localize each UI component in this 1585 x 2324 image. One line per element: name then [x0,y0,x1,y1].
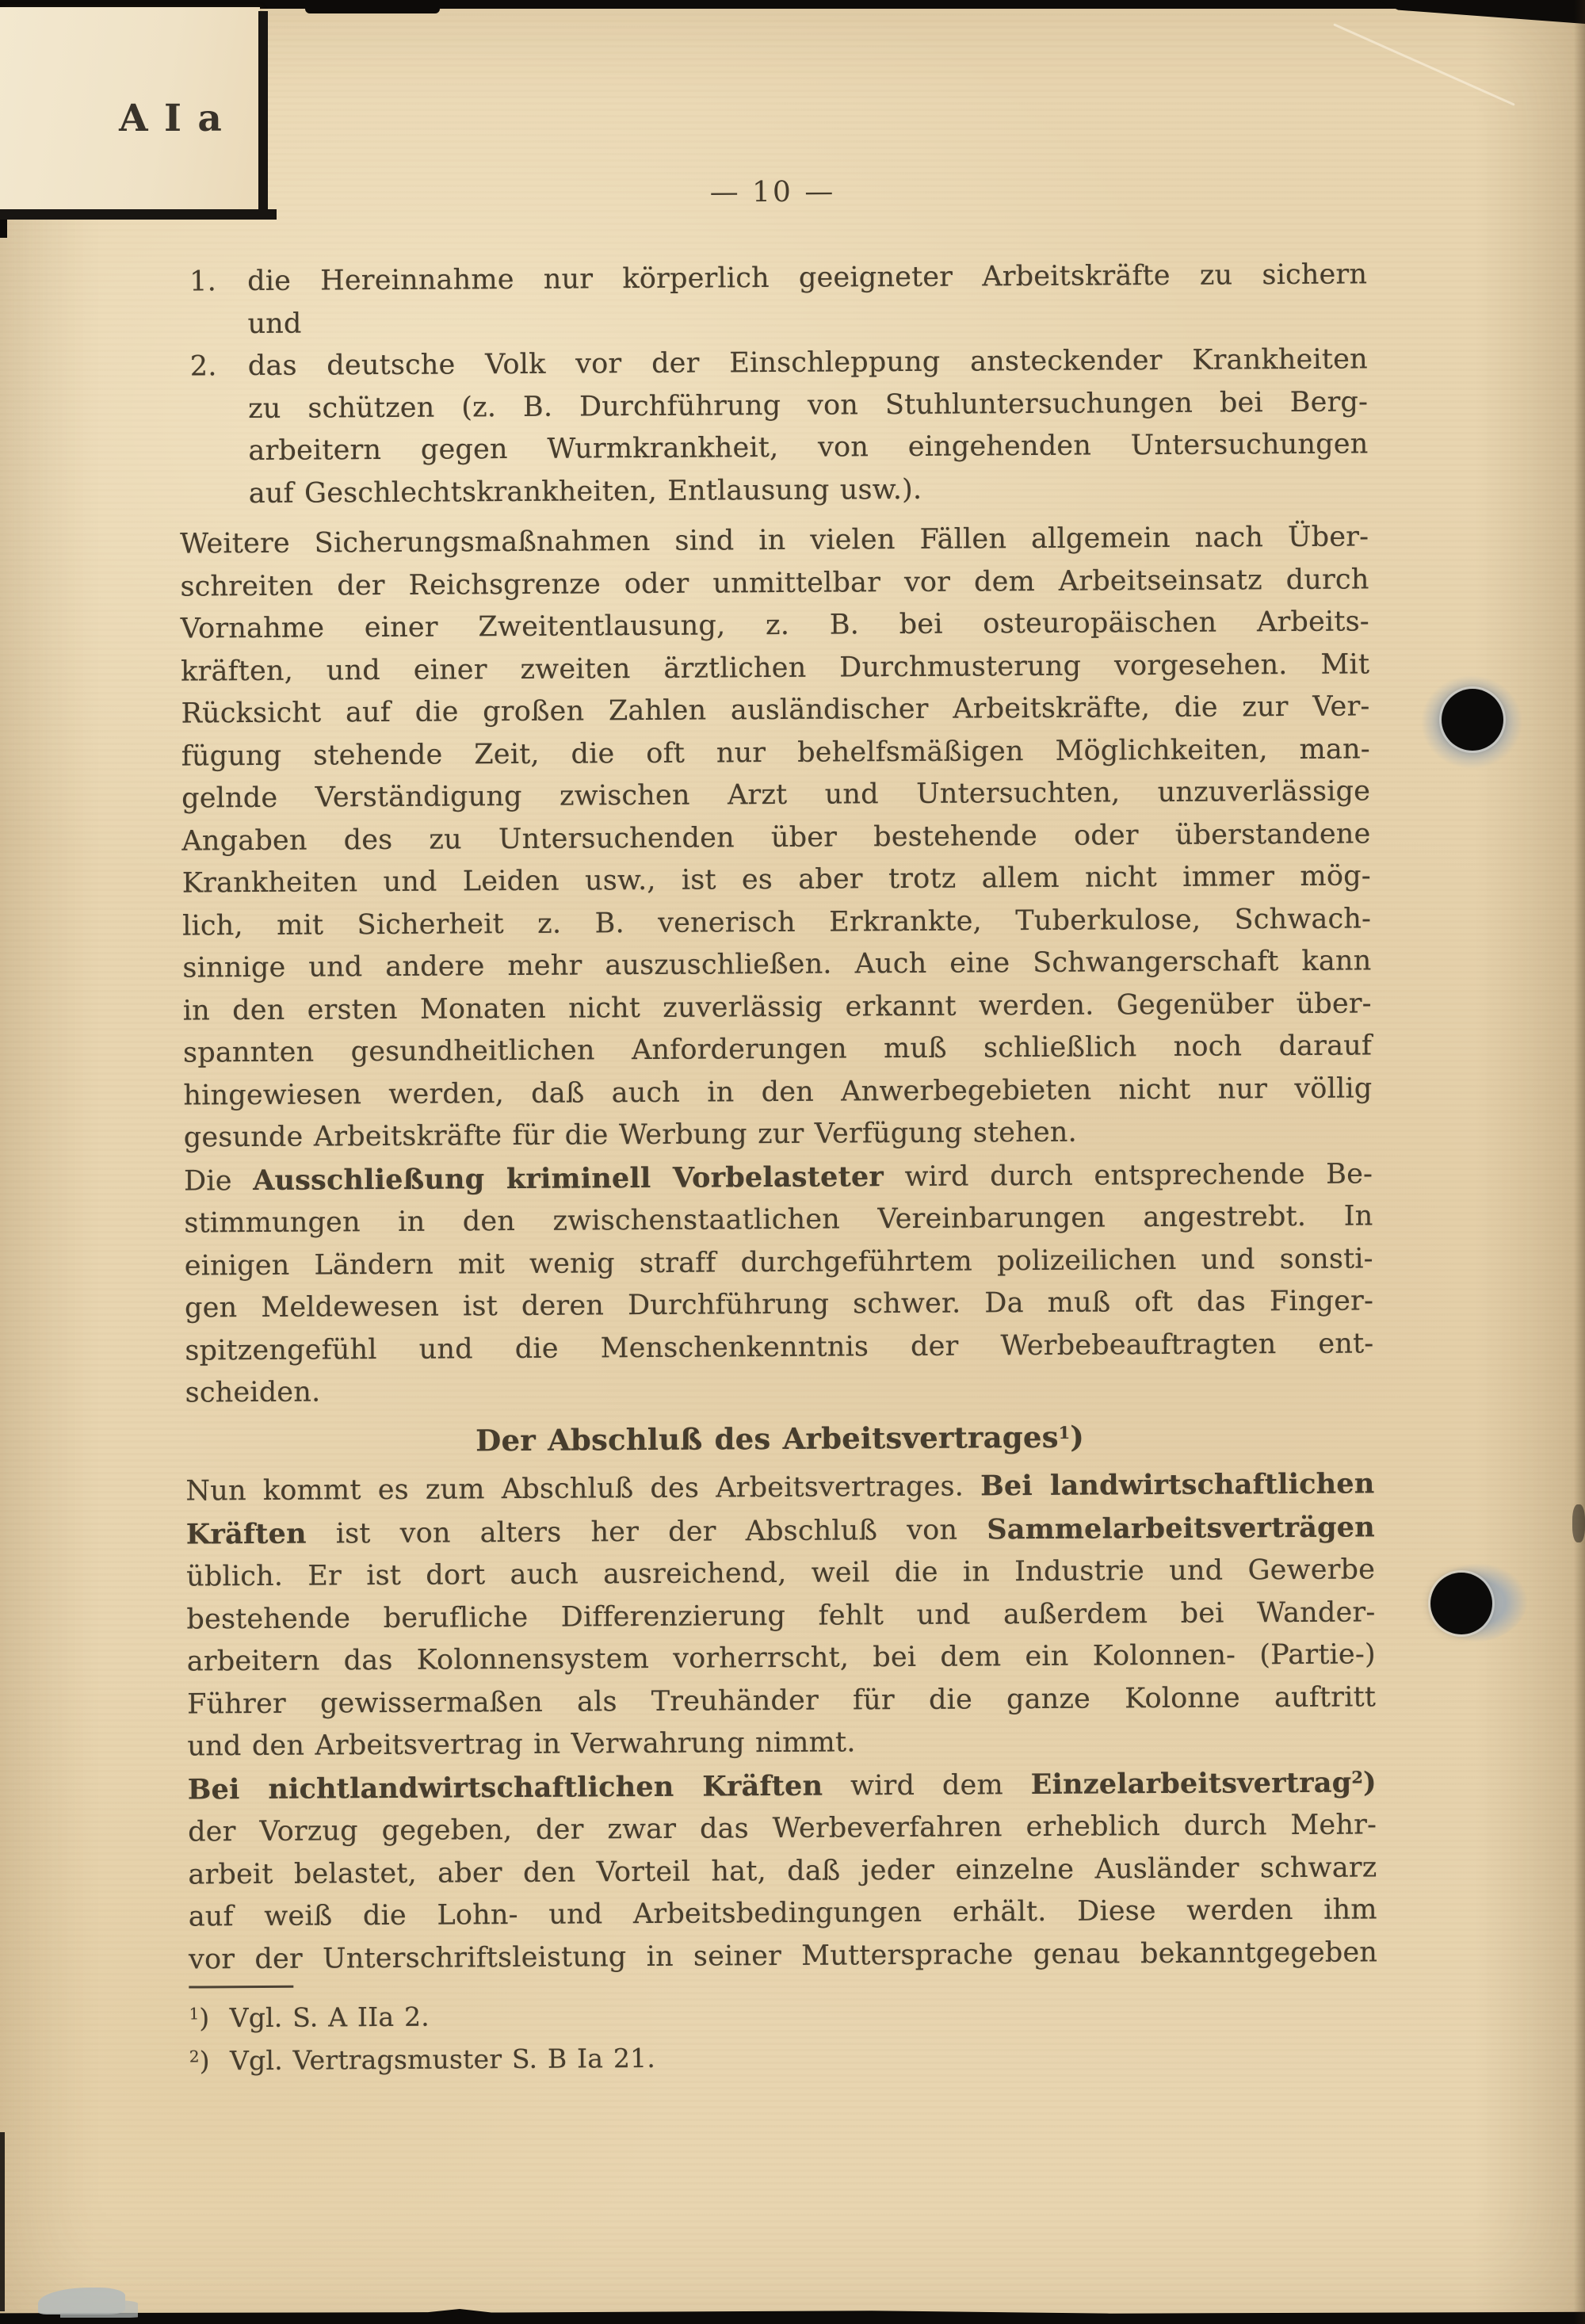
text-line [248,381,1368,430]
scan-edge-top-bump [305,0,440,13]
page-right-edge-shadow [1574,0,1585,2324]
page-edge-smudge [1572,1504,1585,1542]
text-line [180,559,1369,609]
text-segment: und [247,308,302,340]
text-segment: das deutsche Volk vor der Einschleppung ansteckender Krankheiten [247,343,1368,383]
punch-hole-top [1442,689,1503,751]
text-segment: der Vorzug gegeben, der zwar das Werbeverfahren erheblich durch Mehr- [187,1809,1377,1848]
text-segment: arbeitern das Kolonnensystem vorherrscht, bei dem ein Kolonnen- (Partie-) [186,1638,1376,1678]
footnote [189,2033,1378,2083]
text-line [247,254,1367,303]
text-line [248,338,1368,388]
list-item [178,254,1368,346]
footnote-marker: 2 [189,2046,200,2066]
text-line [187,1634,1376,1684]
text-segment: gen Meldewesen ist deren Durchführung schwer. Da muß oft das Finger- [184,1285,1374,1324]
footnote-marker: 1 [1058,1422,1071,1443]
list-item [179,338,1369,515]
text-segment: hingewiesen werden, daß auch in den Anwerbegebieten nicht nur völlig [183,1072,1373,1112]
text-line [188,1761,1377,1812]
text-line [247,296,1367,346]
paragraph [184,1152,1374,1415]
text-line [183,1068,1372,1118]
punch-hole-bottom [1430,1573,1492,1634]
text-segment: arbeitern gegen Wurmkrankheit, von eingehenden Untersuchungen [248,428,1369,468]
paragraph [188,1761,1378,1982]
text-line [181,686,1369,736]
text-line [181,728,1370,778]
text-segment: wird dem [823,1768,1031,1802]
text-segment: auf Geschlechtskrankheiten, Entlausung usw.). [248,473,922,510]
page-number: — 10 — [709,175,836,209]
text-flow [178,254,1377,1981]
text-segment: schreiten der Reichsgrenze oder unmittelbar vor dem Arbeitseinsatz durch [180,563,1369,603]
text-segment: spitzengefühl und die Menschenkenntnis der Werbebeauftragten ent- [185,1327,1374,1367]
text-line [185,1280,1373,1330]
text-segment: gelnde Verständigung zwischen Arzt und Untersuchten, unzuverlässige [181,775,1371,815]
text-line [181,644,1369,694]
text-line [185,1414,1374,1464]
paragraph [185,1462,1376,1768]
text-segment: Krankheiten und Leiden usw., ist es aber trotz allem nicht immer mög- [181,860,1371,900]
text-segment: Angaben des zu Untersuchenden über bestehende oder überstandene [181,817,1371,858]
list-marker: 2. [189,350,217,383]
text-line [182,898,1371,948]
text-line [185,1365,1374,1415]
text-segment: ist von alters her der Abschluß von [306,1513,987,1550]
text-line [188,1804,1377,1854]
text-segment: arbeit belastet, aber den Vorteil hat, daß jeder einzelne Ausländer schwarz [188,1851,1377,1891]
text-segment: vor der Unterschriftsleistung in seiner Muttersprache genau bekanntgegeben [188,1936,1378,1976]
text-segment: die Hereinnahme nur körperlich geeigneter Arbeitskräfte zu sichern [247,258,1368,298]
list-marker: 1. [189,266,217,298]
footnote-marker: 1 [189,2004,200,2024]
text-line [183,1025,1372,1075]
text-segment: Führer gewissermaßen als Treuhänder für die ganze Kolonne auftritt [187,1680,1377,1721]
tab-label: A I a [119,97,223,140]
footnotes [189,1990,1378,2082]
text-segment: und den Arbeitsvertrag in Verwahrung nimmt. [187,1726,856,1763]
footnote-rule [189,1986,293,1989]
text-segment: einigen Ländern mit wenig straff durchgeführtem polizeilichen und sonsti- [184,1242,1373,1282]
text-segment: Ausschließung kriminell Vorbelasteter [253,1160,884,1197]
text-line [182,855,1371,905]
text-segment: Weitere Sicherungsmaßnahmen sind in vielen Fällen allgemein nach Über- [180,521,1369,560]
text-segment: ) Vgl. S. A IIa 2. [199,2001,430,2034]
text-line [188,1847,1377,1897]
text-line [181,601,1369,651]
text-segment: fügung stehende Zeit, die oft nur behelfsmäßigen Möglichkeiten, man- [181,732,1370,773]
text-segment: Vornahme einer Zweitentlausung, z. B. bei osteuropäischen Arbeits- [180,606,1369,645]
text-line [184,1110,1373,1160]
footnote-marker: 2 [1351,1766,1364,1787]
text-segment: zu schützen (z. B. Durchführung von Stuhluntersuchungen bei Berg- [248,385,1369,425]
scan-edge-left-lower [0,2132,5,2311]
text-line [189,1932,1377,1982]
text-segment: Nun kommt es zum Abschluß des Arbeitsvertrages. [185,1470,981,1508]
text-line [187,1676,1376,1726]
text-line [185,1462,1374,1513]
text-segment: gesunde Arbeitskräfte für die Werbung zur Verfügung stehen. [183,1116,1077,1154]
text-segment: bestehende berufliche Differenzierung fehlt und außerdem bei Wander- [186,1596,1376,1636]
text-line [180,516,1369,566]
text-segment: ) [1362,1765,1377,1798]
text-segment: Der Abschluß des Arbeitsvertrages [476,1419,1059,1458]
text-line [183,983,1372,1033]
text-segment: ) [1070,1419,1085,1454]
text-segment: üblich. Er ist dort auch ausreichend, weil die in Industrie und Gewerbe [186,1554,1376,1593]
text-line [181,813,1370,863]
text-line [249,466,1369,515]
text-line [189,1889,1377,1939]
text-segment: kräften, und einer zweiten ärztlichen Durchmusterung vorgesehen. Mit [181,648,1370,688]
text-line [181,770,1370,820]
text-segment: spannten gesundheitlichen Anforderungen muß schließlich noch darauf [182,1030,1373,1069]
text-line [187,1718,1376,1768]
text-line [182,940,1371,990]
text-segment: lich, mit Sicherheit z. B. venerisch Erkrankte, Tuberkulose, Schwach- [182,902,1372,942]
text-segment: Einzelarbeitsvertrag [1030,1766,1352,1801]
text-line [184,1195,1373,1245]
text-segment: Bei nichtlandwirtschaftlichen Kräften [187,1769,823,1806]
text-segment: in den ersten Monaten nicht zuverlässig erkannt werden. Gegenüber über- [182,987,1372,1027]
paragraph [180,516,1373,1160]
text-segment: Die [183,1164,254,1198]
text-segment: Bei landwirtschaftlichen [980,1467,1375,1503]
text-line [185,1238,1373,1288]
text-line [184,1152,1373,1203]
text-segment: Kräften [185,1517,307,1551]
text-segment: sinnige und andere mehr auszuschließen. Auch eine Schwangerschaft kann [182,945,1372,984]
text-line [186,1506,1375,1557]
text-column [178,254,1378,2082]
text-segment: Sammelarbeitsverträgen [987,1510,1375,1546]
text-line [186,1549,1375,1599]
text-line [186,1592,1375,1642]
text-segment: Rücksicht auf die großen Zahlen ausländischer Arbeitskräfte, die zur Ver- [181,690,1370,730]
text-line [185,1323,1373,1373]
text-segment: stimmungen in den zwischenstaatlichen Vereinbarungen angestrebt. In [184,1200,1373,1240]
text-segment: wird durch entsprechende Be- [883,1157,1373,1193]
text-line [248,423,1368,472]
footnote [189,1990,1377,2040]
text-segment: ) Vgl. Vertragsmuster S. B Ia 21. [199,2042,656,2076]
heading [185,1414,1374,1464]
text-segment: auf weiß die Lohn- und Arbeitsbedingungen erhält. Diese werden ihm [188,1894,1377,1933]
text-segment: scheiden. [185,1376,321,1409]
